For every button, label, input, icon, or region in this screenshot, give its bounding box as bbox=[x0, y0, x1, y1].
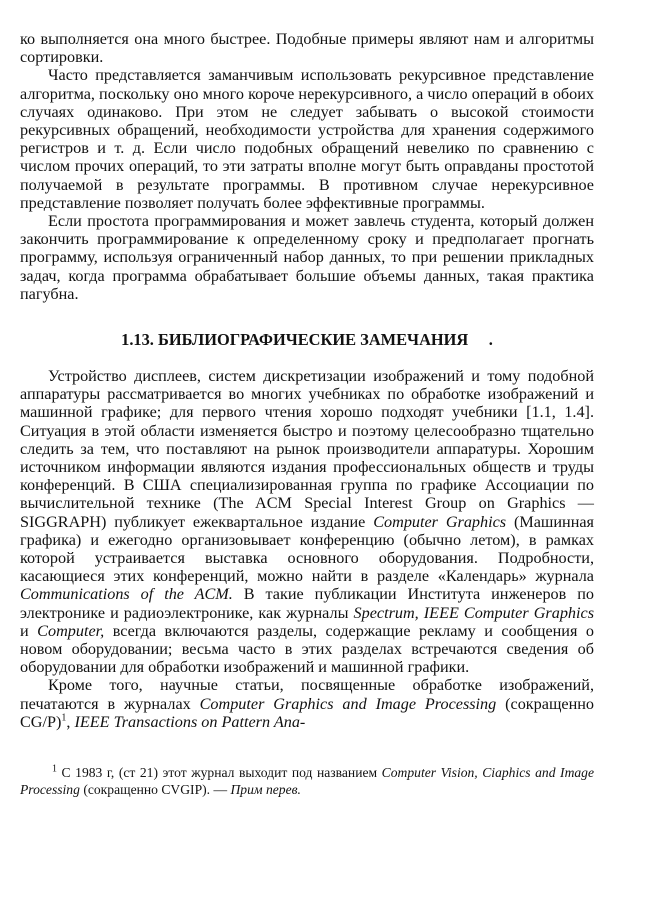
italic-title: Computer Vision, Ciaphics and Image Processing bbox=[20, 765, 595, 797]
italic-note: Прим перев. bbox=[230, 782, 301, 797]
text-run: и bbox=[20, 621, 29, 640]
footnote bbox=[20, 764, 594, 798]
text-run: (сокращенно CVGIP). — bbox=[83, 782, 228, 797]
text-block-main bbox=[20, 367, 594, 731]
italic-title: Computer Graphics bbox=[373, 512, 507, 531]
text-run: В такие публикации Института инженеров по электронике и радиоэлектронике, как журналы bbox=[20, 585, 594, 622]
text-run: Устройство дисплеев, систем дискретизации изображений и тому подобной аппаратуры рассматривается во многих учебниках по обработке изображений и машинной графике; для первого чтения хорошо подходят учебники [1.1, 1.4]. Ситуация в этой области изменяется быстро и поэтому целесообразно тщательно следить за тем, что поставляют на рынок производители аппаратуры. Хорошим источником информации являются издания профессиональных обществ и труды конференций. В США специализированная группа по графике Ассоциации по вычислительной технике (The ACM Special Interest Group on Graphics — SIGGRAPH) публикует ежеквартальное издание bbox=[20, 367, 594, 531]
section-heading-text: 1.13. БИБЛИОГРАФИЧЕСКИЕ ЗАМЕЧАНИЯ bbox=[121, 330, 469, 349]
footnote-text bbox=[20, 764, 594, 798]
text-run: С 1983 г, (ст 21) этот журнал выходит под названием bbox=[61, 765, 378, 780]
text-run: , bbox=[66, 712, 71, 731]
italic-title: Spectrum, IEEE Computer Graphics bbox=[353, 603, 594, 622]
text-block-top bbox=[20, 30, 594, 303]
text-run: (Машинная графика) и ежегодно организовывает конференцию (обычно летом), в рамках которой устраивается выставка основного оборудования. Подробности, касающиеся этих конференций, можно найти в разделе «Календарь» журнала bbox=[20, 512, 595, 586]
paragraph: ко выполняется она много быстрее. Подобные примеры являют нам и алгоритмы сортировки. bbox=[20, 30, 594, 67]
text-run: Кроме того, научные статьи, посвященные обработке изображений, печатаются в журналах bbox=[20, 676, 594, 713]
paragraph: Часто представляется заманчивым использовать рекурсивное представление алгоритма, поскольку оно много короче нерекурсивного, а число операций в обоих случаях одинаково. При этом не следует забывать о высокой стоимости рекурсивных обращений, необходимости устройства для хранения содержимого регистров и т. д. Если число подобных обращений невелико по сравнению с числом прочих операций, то эти затраты вполне могут быть оправданы простотой получаемой в результате программы. В противном случае нерекурсивное представление позволяет получать более эффективные программы. bbox=[20, 66, 594, 212]
paragraph bbox=[20, 676, 594, 731]
heading-dot-mark: . bbox=[472, 330, 493, 349]
section-heading bbox=[20, 330, 594, 350]
italic-title: Computer, bbox=[37, 621, 105, 640]
footnote-reference[interactable]: 1 bbox=[61, 712, 67, 724]
footnote-mark: 1 bbox=[52, 763, 57, 775]
italic-title: Computer Graphics and Image Processing bbox=[199, 694, 497, 713]
paragraph bbox=[20, 367, 594, 676]
text-run: всегда включаются разделы, содержащие рекламу и сообщения о новом оборудовании; весьма часто в этих разделах встречаются сведения об оборудовании для обработки изображений и машинной графики. bbox=[20, 621, 595, 677]
italic-title: Communications of the ACM. bbox=[20, 585, 233, 604]
paragraph: Если простота программирования и может завлечь студента, который должен закончить программирование к определенному сроку и предполагает прогнать программу, используя ограниченный набор данных, то при решении прикладных задач, когда программа обрабатывает большие объемы данных, такая практика пагубна. bbox=[20, 212, 594, 303]
italic-title: IEEE Transactions on Pattern Ana- bbox=[74, 712, 306, 731]
text-run: (сокращенно CG/P) bbox=[20, 694, 595, 731]
